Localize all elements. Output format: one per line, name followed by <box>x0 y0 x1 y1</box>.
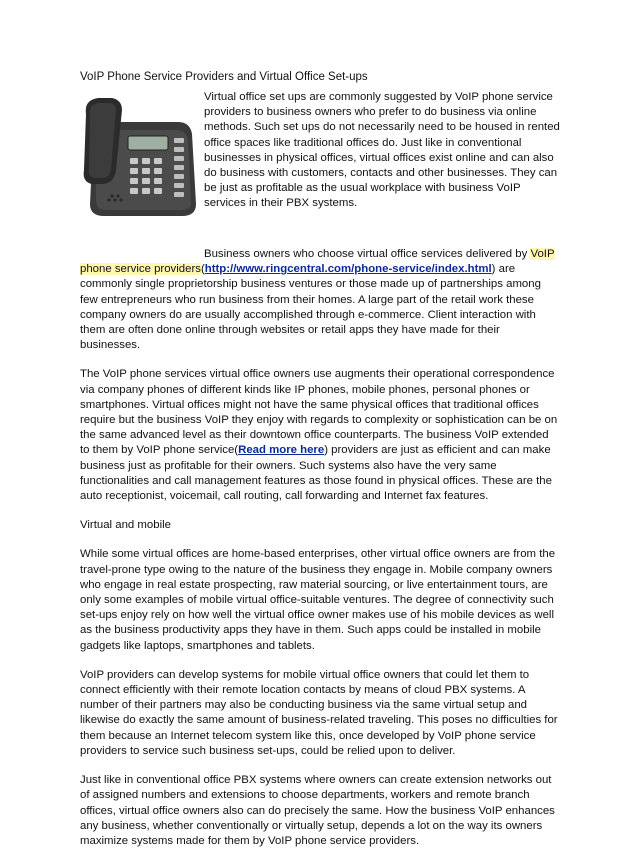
paragraph-providers <box>80 247 560 353</box>
paragraph-intro: Virtual office set ups are commonly suggested by VoIP phone service providers to business owners who prefer to do business via online methods. Such set ups do not necessarily need to be housed in rented office spaces like traditional offices do. Just like in conventional businesses in physical offices, virtual offices exist online and can also do business with customers, contacts and other businesses. They can be just as profitable as the usual workplace with business VoIP services in their PBX systems. <box>204 91 560 210</box>
paragraph-text: ) are commonly single proprietorship business ventures or those made up of partnerships among few entrepreneurs who run business from their homes. A large part of the retail work these company owners do are usually accomplished through e-commerce. Client interaction with them are often done online through websites or retail apps they have made for their businesses. <box>80 263 541 352</box>
paren-open: ( <box>200 263 205 276</box>
ringcentral-link[interactable]: http://www.ringcentral.com/phone-service/index.html <box>204 263 492 276</box>
read-more-link[interactable]: Read more here <box>238 444 325 457</box>
paragraph-cloud-pbx: VoIP providers can develop systems for mobile virtual office owners that could let them to connect efficiently with their remote location contacts by means of cloud PBX systems. A number of their partners may also be conducting business via the same virtual setup and likewise do exactly the same amount of business-related traveling. This poses no difficulties for them because an Internet telecom system like this, once developed by VoIP phone service providers to service such business set-ups, could be relied upon to deliver. <box>80 668 558 757</box>
paragraph-text: The VoIP phone services virtual office owners use augments their operational correspondence via company phones of different kinds like IP phones, mobile phones, personal phones or smartphones. Virtual offices might not have the same physical offices that traditional offices require but the business VoIP they enjoy with regards to complexity or sophistication can be on the same advanced level as their downtown office counterparts. The business VoIP extended to them by VoIP phone service( <box>80 368 558 457</box>
highlighted-phrase: VoIP phone service providers <box>80 248 555 276</box>
document-page <box>80 70 560 849</box>
intro-section <box>80 90 560 250</box>
paragraph-services <box>80 367 560 504</box>
paragraph-mobile: While some virtual offices are home-based enterprises, other virtual office owners are from the travel-prone type owing to the nature of the business they engage in. Mobile company owners who engage in real estate prospecting, raw material sourcing, or live entertainment tours, are only some examples of mobile virtual office-suitable ventures. The degree of connectivity such set-ups enjoy rely on how well the virtual office owner makes use of his mobile devices as well as the business productivity apps they have in them. Such apps could be installed in mobile gadgets like laptops, smartphones and tablets. <box>80 548 556 652</box>
paragraph-text: Business owners who choose virtual office services delivered by <box>204 248 531 260</box>
document-title: VoIP Phone Service Providers and Virtual Office Set-ups <box>80 71 368 83</box>
desk-phone-icon <box>82 92 198 222</box>
section-heading-virtual-mobile: Virtual and mobile <box>80 519 171 532</box>
paragraph-text: ) providers are just as efficient and can make business just as profitable for their owners. Such systems also have the very same functionalities and call management features as those found in physical offices. These are the auto receptionist, voicemail, call routing, call forwarding and Internet fax features. <box>80 444 552 503</box>
paragraph-extensions: Just like in conventional office PBX systems where owners can create extension networks out of assigned numbers and extensions to choose departments, workers and remote branch offices, virtual office owners also can do precisely the same. How the business VoIP enhances any business, whether conventionally or virtually setup, depends a lot on the way its owners maximize systems made for them by VoIP phone service providers. <box>80 774 555 847</box>
